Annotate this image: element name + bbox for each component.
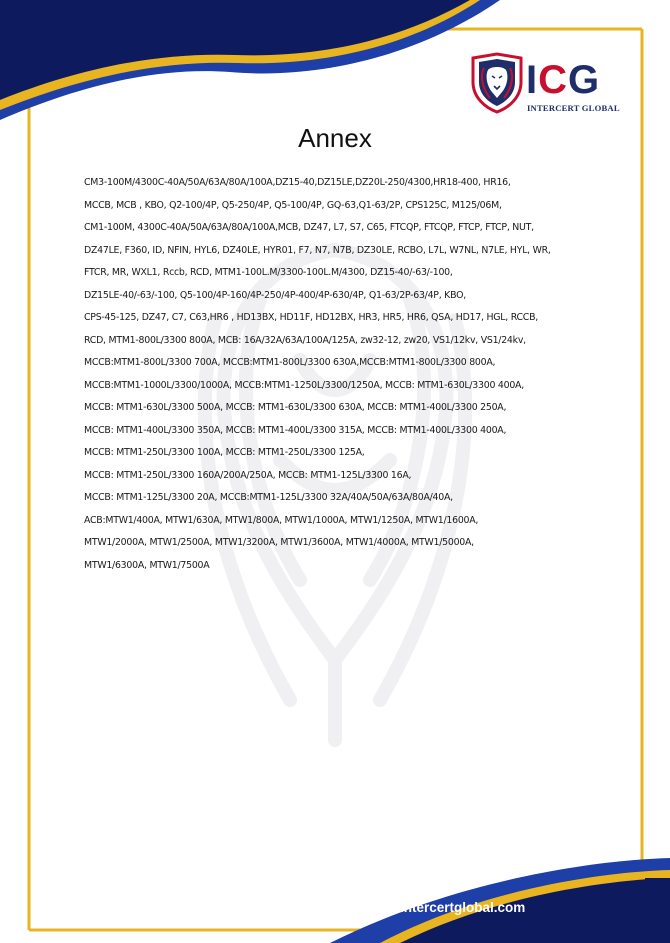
annex-line: DZ47LE, F360, ID, NFIN, HYL6, DZ40LE, HYR01, F7, N7, N7B, DZ30LE, RCBO, L7L, W7NL, N7LE, HYL, WR,	[84, 244, 551, 256]
annex-line: CM3-100M/4300C-40A/50A/63A/80A/100A,DZ15-40,DZ15LE,DZ20L-250/4300,HR18-400, HR16,	[84, 177, 511, 188]
annex-line: MCCB: MTM1-250L/3300 160A/200A/250A, MCCB: MTM1-125L/3300 16A,	[84, 469, 412, 481]
annex-line: MCCB: MTM1-630L/3300 500A, MCCB: MTM1-630L/3300 630A, MCCB: MTM1-400L/3300 250A,	[84, 402, 507, 413]
annex-line: CM1-100M, 4300C-40A/50A/63A/80A/100A,MCB, DZ47, L7, S7, C65, FTCQP, FTCQP, FTCP, FTCP, NUT,	[84, 222, 534, 233]
annex-line: MTW1/6300A, MTW1/7500A	[84, 559, 210, 571]
annex-line: CPS-45-125, DZ47, C7, C63,HR6 , HD13BX, HD11F, HD12BX, HR3, HR5, HR6, QSA, HD17, HGL, RCCB,	[84, 312, 538, 323]
brand-logo-subtitle: INTERCERT GLOBAL	[527, 103, 620, 113]
footer-website: intercertglobal.com	[400, 900, 526, 915]
annex-line: RCD, MTM1-800L/3300 800A, MCB: 16A/32A/63A/100A/125A, zw32-12, zw20, VS1/12kv, VS1/24kv,	[84, 334, 526, 346]
annex-line: MCCB: MTM1-125L/3300 20A, MCCB:MTM1-125L/3300 32A/40A/50A/63A/80A/40A,	[84, 492, 453, 503]
top-wave	[0, 0, 500, 120]
annex-line: MCCB: MTM1-400L/3300 350A, MCCB: MTM1-400L/3300 315A, MCCB: MTM1-400L/3300 400A,	[84, 424, 507, 436]
annex-line: MCCB, MCB , KBO, Q2-100/4P, Q5-250/4P, Q5-100/4P, GQ-63,Q1-63/2P, CPS125C, M125/06M,	[84, 199, 502, 211]
brand-logo-letters: ICG	[526, 58, 601, 102]
annex-product-list	[84, 172, 604, 577]
brand-logo-text	[526, 58, 600, 102]
annex-line: MCCB: MTM1-250L/3300 100A, MCCB: MTM1-250L/3300 125A,	[84, 447, 365, 458]
annex-line: FTCR, MR, WXL1, Rccb, RCD, MTM1-100L.M/3300-100L.M/4300, DZ15-40/-63/-100,	[84, 267, 453, 278]
annex-line: MCCB:MTM1-1000L/3300/1000A, MCCB:MTM1-1250L/3300/1250A, MCCB: MTM1-630L/3300 400A,	[84, 379, 524, 391]
annex-line: MCCB:MTM1-800L/3300 700A, MCCB:MTM1-800L/3300 630A,MCCB:MTM1-800L/3300 800A,	[84, 357, 496, 368]
page-title: Annex	[298, 123, 372, 153]
annex-line: MTW1/2000A, MTW1/2500A, MTW1/3200A, MTW1/3600A, MTW1/4000A, MTW1/5000A,	[84, 537, 474, 548]
annex-line: ACB:MTW1/400A, MTW1/630A, MTW1/800A, MTW1/1000A, MTW1/1250A, MTW1/1600A,	[84, 514, 479, 526]
annex-line: DZ15LE-40/-63/-100, Q5-100/4P-160/4P-250/4P-400/4P-630/4P, Q1-63/2P-63/4P, KBO,	[84, 289, 466, 301]
